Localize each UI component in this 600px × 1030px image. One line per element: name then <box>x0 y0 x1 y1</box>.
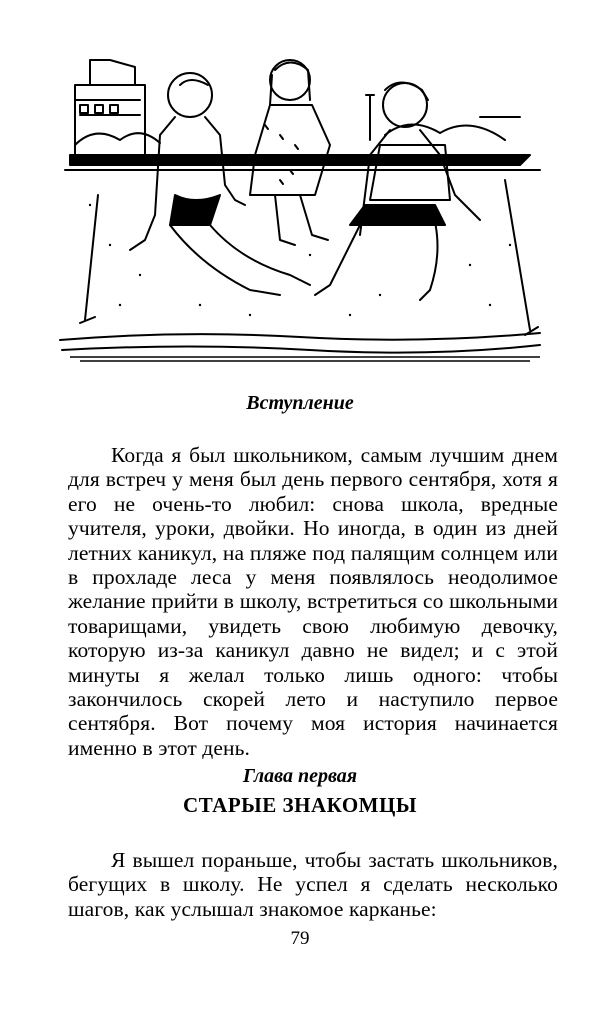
beach-scene-drawing <box>50 45 550 365</box>
chapter-paragraph: Я вышел пораньше, чтобы застать школьников, бегущих в школу. Не успел я сделать несколько шагов, как услышал знакомое карканье: <box>68 848 558 921</box>
page-number: 79 <box>290 928 310 949</box>
chapter-illustration <box>50 45 550 365</box>
chapter-label: Глава первая <box>242 765 358 787</box>
intro-heading: Вступление <box>246 392 354 414</box>
intro-paragraph: Когда я был школьником, самым лучшим днем для встреч у меня был день первого сентября, хотя я его не очень-то любил: снова школа, вредные учителя, уроки, двойки. Но иногда, в один из дней летних каникул, на пляже под палящим солнцем или в прохладе леса у меня появлялось неодолимое желание прийти в школу, встретиться со школьными товарищами, увидеть свою любимую девочку, которую из-за каникул давно не видел; и с этой минуты я желал только лишь одного: чтобы закончилось скорей лето и наступило первое сентября. Вот почему моя история начинается именно в этот день. <box>68 443 558 760</box>
chapter-title: СТАРЫЕ ЗНАКОМЦЫ <box>183 793 417 817</box>
